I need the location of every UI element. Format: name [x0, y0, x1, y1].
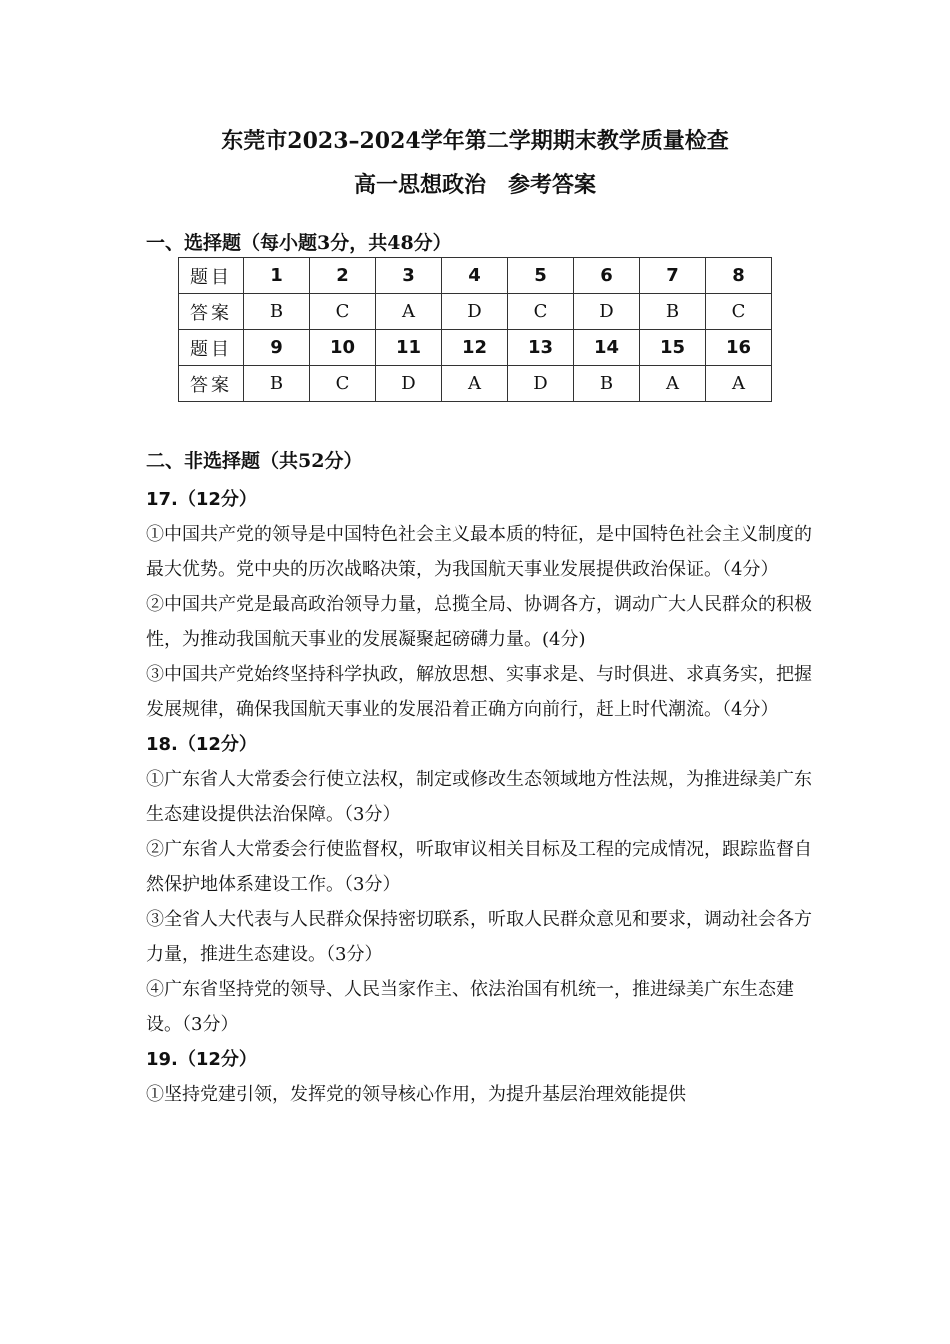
- answer-letter: A: [706, 366, 772, 402]
- document-subtitle: 高一思想政治 参考答案: [353, 172, 596, 198]
- question-18-heading: 18.（12分）: [146, 734, 257, 755]
- question-number: 10: [310, 330, 376, 366]
- answer-point: ①坚持党建引领，发挥党的领导核心作用，为提升基层治理效能提供: [146, 1084, 686, 1105]
- answer-point: ③全省人大代表与人民群众保持密切联系，听取人民群众意见和要求，调动社会各方力量，推进生态建设。（3分）: [146, 909, 812, 965]
- question-number: 11: [376, 330, 442, 366]
- answer-letter: C: [310, 294, 376, 330]
- answer-body: [146, 482, 816, 1112]
- answer-letter: B: [640, 294, 706, 330]
- answer-letter: D: [442, 294, 508, 330]
- answer-letter: A: [376, 294, 442, 330]
- answer-point: ②广东省人大常委会行使监督权，听取审议相关目标及工程的完成情况，跟踪监督自然保护地体系建设工作。（3分）: [146, 839, 812, 895]
- question-number: 5: [508, 258, 574, 294]
- table-row: [179, 294, 772, 330]
- answer-point: ③中国共产党始终坚持科学执政，解放思想、实事求是、与时俱进、求真务实，把握发展规律，确保我国航天事业的发展沿着正确方向前行，赶上时代潮流。（4分）: [146, 664, 812, 720]
- question-number: 9: [244, 330, 310, 366]
- answer-letter: A: [442, 366, 508, 402]
- row-label-answer: 答案: [179, 294, 244, 330]
- question-number: 13: [508, 330, 574, 366]
- answer-letter: B: [244, 366, 310, 402]
- row-label-question: 题目: [179, 258, 244, 294]
- question-number: 6: [574, 258, 640, 294]
- answer-table: [178, 257, 772, 402]
- table-row: [179, 366, 772, 402]
- answer-letter: B: [574, 366, 640, 402]
- answer-letter: C: [508, 294, 574, 330]
- answer-point: ②中国共产党是最高政治领导力量，总揽全局、协调各方，调动广大人民群众的积极性，为推动我国航天事业的发展凝聚起磅礴力量。(4分): [146, 594, 812, 650]
- answer-letter: D: [376, 366, 442, 402]
- question-number: 4: [442, 258, 508, 294]
- row-label-question: 题目: [179, 330, 244, 366]
- table-row: [179, 330, 772, 366]
- row-label-answer: 答案: [179, 366, 244, 402]
- answer-letter: A: [640, 366, 706, 402]
- question-number: 2: [310, 258, 376, 294]
- answer-point: ④广东省坚持党的领导、人民当家作主、依法治国有机统一，推进绿美广东生态建设。（3分）: [146, 979, 794, 1035]
- question-number: 7: [640, 258, 706, 294]
- question-number: 16: [706, 330, 772, 366]
- question-number: 1: [244, 258, 310, 294]
- question-number: 14: [574, 330, 640, 366]
- question-17-heading: 17.（12分）: [146, 489, 257, 510]
- answer-letter: C: [310, 366, 376, 402]
- question-number: 3: [376, 258, 442, 294]
- question-number: 12: [442, 330, 508, 366]
- section-1-heading: 一、选择题（每小题3分，共48分）: [146, 232, 452, 254]
- table-row: [179, 258, 772, 294]
- question-19-heading: 19.（12分）: [146, 1049, 257, 1070]
- document-title: 东莞市2023–2024学年第二学期期末教学质量检查: [221, 128, 729, 154]
- answer-point: ①广东省人大常委会行使立法权，制定或修改生态领域地方性法规，为推进绿美广东生态建设提供法治保障。（3分）: [146, 769, 812, 825]
- question-number: 15: [640, 330, 706, 366]
- answer-letter: D: [508, 366, 574, 402]
- section-2-heading: 二、非选择题（共52分）: [146, 450, 363, 472]
- answer-point: ①中国共产党的领导是中国特色社会主义最本质的特征，是中国特色社会主义制度的最大优势。党中央的历次战略决策，为我国航天事业发展提供政治保证。（4分）: [146, 524, 812, 580]
- answer-letter: B: [244, 294, 310, 330]
- answer-letter: C: [706, 294, 772, 330]
- answer-letter: D: [574, 294, 640, 330]
- question-number: 8: [706, 258, 772, 294]
